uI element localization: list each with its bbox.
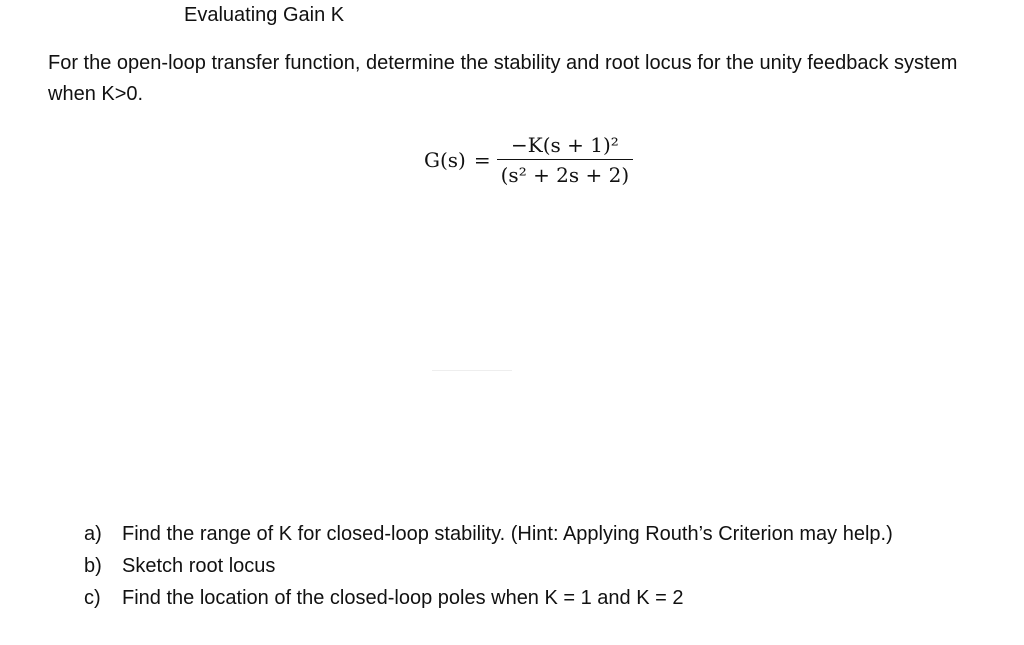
fraction-bar [497,159,634,160]
transfer-function-equation [424,128,633,192]
task-marker: a) [84,523,102,545]
problem-statement: For the open-loop transfer function, determine the stability and root locus for the unity feedback system when K>0. [48,52,958,105]
equation-denominator: (s² + 2s + 2) [500,163,630,187]
task-marker: c) [84,587,101,609]
task-text: Find the range of K for closed-loop stability. (Hint: Applying Routh’s Criterion may help.) [122,523,893,545]
task-text: Sketch root locus [122,555,276,577]
equation-fraction [497,132,634,188]
faint-artifact-line [432,370,512,371]
equation-equals: = [473,148,491,172]
equation-lhs: G(s) [424,148,466,172]
document-title: Evaluating Gain K [184,4,345,26]
task-item-b [84,550,893,582]
task-item-c [84,582,893,614]
task-item-a [84,518,893,550]
task-text: Find the location of the closed-loop poles when K = 1 and K = 2 [122,587,684,609]
equation-numerator: −K(s + 1)² [511,133,619,157]
task-marker: b) [84,555,102,577]
task-list [84,518,893,614]
